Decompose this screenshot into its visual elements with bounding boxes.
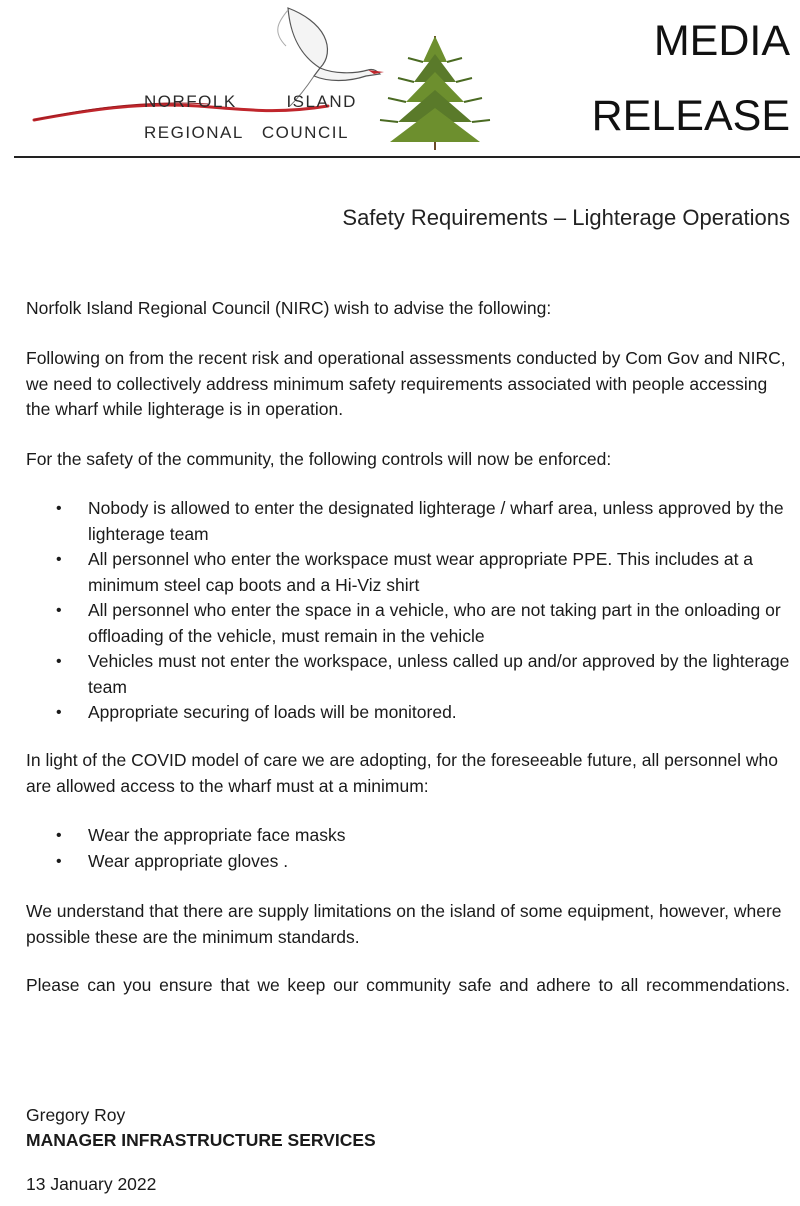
logo-text-line1: NORFOLK ISLAND (144, 92, 357, 111)
intro-paragraph: Norfolk Island Regional Council (NIRC) wish to advise the following: (26, 298, 552, 318)
supply-paragraph: We understand that there are supply limitations on the island of some equipment, however, where possible these are the minimum standards. (26, 901, 782, 947)
list-item: • All personnel who enter the workspace must wear appropriate PPE. This includes at a minimum steel cap boots and a Hi-Viz shirt (26, 547, 790, 598)
list-item: • Nobody is allowed to enter the designated lighterage / wharf area, unless approved by the lighterage team (26, 496, 790, 547)
list-item: • Vehicles must not enter the workspace, unless called up and/or approved by the lighterage team (26, 649, 790, 700)
controls-intro-paragraph: For the safety of the community, the following controls will now be enforced: (26, 449, 612, 469)
closing-paragraph (26, 973, 790, 999)
list-item: • Appropriate securing of loads will be monitored. (26, 700, 790, 726)
media-release-line1: MEDIA (653, 17, 790, 65)
header-divider (14, 156, 800, 158)
pine-tree-icon (380, 36, 490, 150)
controls-list (26, 496, 790, 726)
signatory-title: MANAGER INFRASTRUCTURE SERVICES (26, 1130, 376, 1150)
list-item: • Wear the appropriate face masks (26, 823, 790, 849)
closing-text: Please can you ensure that we keep our community safe and adhere to all recommendations. (26, 975, 790, 995)
covid-requirements-list (26, 823, 790, 874)
list-item: • All personnel who enter the space in a vehicle, who are not taking part in the onloading or offloading of the vehicle, must remain in the vehicle (26, 598, 790, 649)
covid-paragraph: In light of the COVID model of care we are adopting, for the foreseeable future, all personnel who are allowed access to the wharf must at a minimum: (26, 750, 778, 796)
release-subtitle: Safety Requirements – Lighterage Operations (342, 205, 790, 230)
release-date: 13 January 2022 (26, 1174, 157, 1194)
logo-text-line2: REGIONAL COUNCIL (144, 123, 349, 142)
header (0, 0, 800, 160)
signatory-name: Gregory Roy (26, 1105, 126, 1125)
list-item: • Wear appropriate gloves . (26, 849, 790, 875)
council-logo (28, 2, 528, 154)
media-release-line2: RELEASE (591, 92, 790, 140)
assessment-paragraph: Following on from the recent risk and operational assessments conducted by Com Gov and NIRC, we need to collectively address minimum safety requirements associated with people accessing the wharf while lighterage is in operation. (26, 348, 786, 419)
